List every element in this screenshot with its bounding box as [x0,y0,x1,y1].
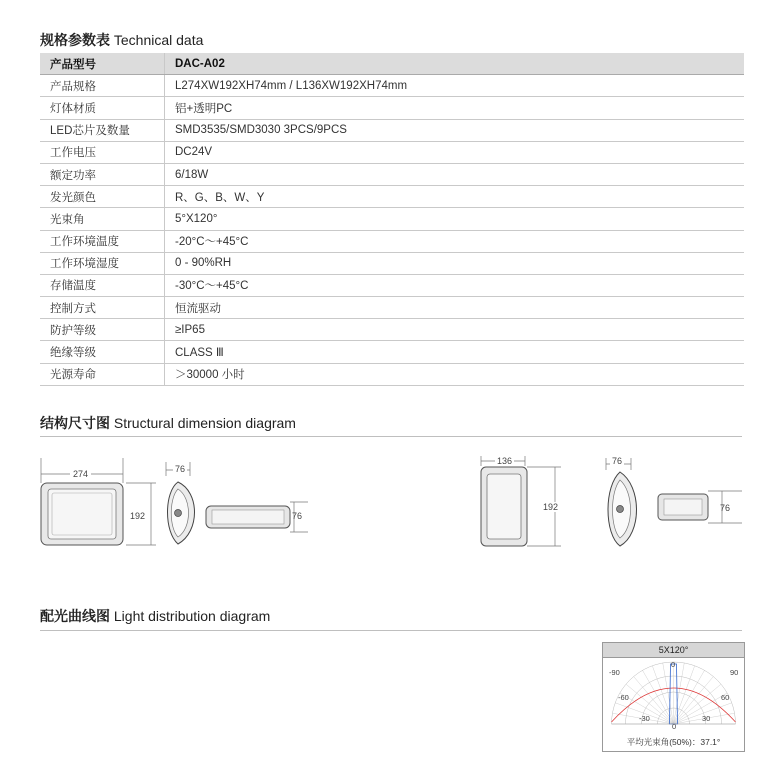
spec-row-value: L274XW192XH74mm / L136XW192XH74mm [165,75,745,97]
polar-chart [602,642,745,752]
tech-section-title [40,30,203,50]
small-depth-label: 76 [612,456,623,466]
spec-row-key: 工作环境湿度 [40,252,165,274]
spec-row-key: 发光颜色 [40,186,165,208]
polar-label-l60: -60 [618,693,629,702]
small-width-label: 136 [497,456,513,466]
spec-row-key: 产品规格 [40,75,165,97]
spec-header-key: 产品型号 [40,53,165,75]
spec-row [40,119,744,141]
structure-title-zh: 结构尺寸图 [40,415,110,431]
spec-row-value: 铝+透明PC [165,97,745,119]
spec-row [40,230,744,252]
spec-row [40,297,744,319]
polar-label-r90: 90 [730,668,739,677]
polar-label-l30: -30 [639,714,650,723]
spec-row-key: 灯体材质 [40,97,165,119]
polar-label-zero-top: 0 [671,660,676,669]
small-front-view [475,456,575,551]
spec-row-key: 光源寿命 [40,363,165,385]
large-front-view [38,458,158,548]
tech-title-en: Technical data [113,32,204,48]
light-title-en: Light distribution diagram [113,608,271,624]
spec-row [40,163,744,185]
polar-chart-footer: 平均光束角(50%)：37.1° [626,737,721,747]
spec-row-value: 恒流驱动 [165,297,745,319]
large-width-label: 274 [70,469,91,479]
spec-row [40,208,744,230]
spec-row-value: 5°X120° [165,208,745,230]
spec-row-value: -30°C～+45°C [165,274,745,296]
polar-label-l90: -90 [609,668,620,677]
small-side-depth-label: 76 [720,503,731,513]
spec-row-value: 6/18W [165,163,745,185]
spec-row [40,319,744,341]
spec-row-key: 工作电压 [40,141,165,163]
spec-row-key: 工作环境温度 [40,230,165,252]
spec-row-value: -20°C～+45°C [165,230,745,252]
structure-divider [40,436,742,437]
polar-label-zero-bottom: 0 [672,722,677,731]
polar-chart-title: 5X120° [603,643,744,658]
spec-row-key: 额定功率 [40,163,165,185]
spec-row-key: 防护等级 [40,319,165,341]
large-side-depth-label: 76 [292,511,303,521]
spec-row-key: 存储温度 [40,274,165,296]
structure-title-en: Structural dimension diagram [113,415,296,431]
large-side-profile [160,462,205,547]
large-height-label: 192 [130,511,146,521]
small-height-label: 192 [543,502,559,512]
tech-title-zh: 规格参数表 [40,32,110,48]
spec-row-key: 绝缘等级 [40,341,165,363]
spec-row [40,141,744,163]
spec-row-value: CLASS Ⅲ [165,341,745,363]
spec-row [40,274,744,296]
spec-row [40,341,744,363]
spec-row-value: 0 - 90%RH [165,252,745,274]
light-title-zh: 配光曲线图 [40,608,110,624]
spec-row [40,97,744,119]
polar-label-r60: 60 [721,693,730,702]
spec-row-key: LED芯片及数量 [40,119,165,141]
spec-header-value: DAC-A02 [165,53,745,75]
polar-label-r30: 30 [702,714,711,723]
spec-row [40,75,744,97]
spec-row-value: SMD3535/SMD3030 3PCS/9PCS [165,119,745,141]
spec-row-value: DC24V [165,141,745,163]
spec-row-value: ＞30000 小时 [165,363,745,385]
spec-row [40,363,744,385]
small-top-view [656,490,746,525]
small-side-profile [598,458,643,550]
spec-row [40,252,744,274]
spec-row-key: 控制方式 [40,297,165,319]
structure-section-title [40,413,296,433]
light-divider [40,630,742,631]
spec-table [40,53,744,386]
spec-row-value: ≥IP65 [165,319,745,341]
spec-row [40,186,744,208]
large-depth-label: 76 [175,464,186,474]
light-section-title [40,606,270,626]
spec-row-key: 光束角 [40,208,165,230]
spec-row-value: R、G、B、W、Y [165,186,745,208]
spec-header-row [40,53,744,75]
